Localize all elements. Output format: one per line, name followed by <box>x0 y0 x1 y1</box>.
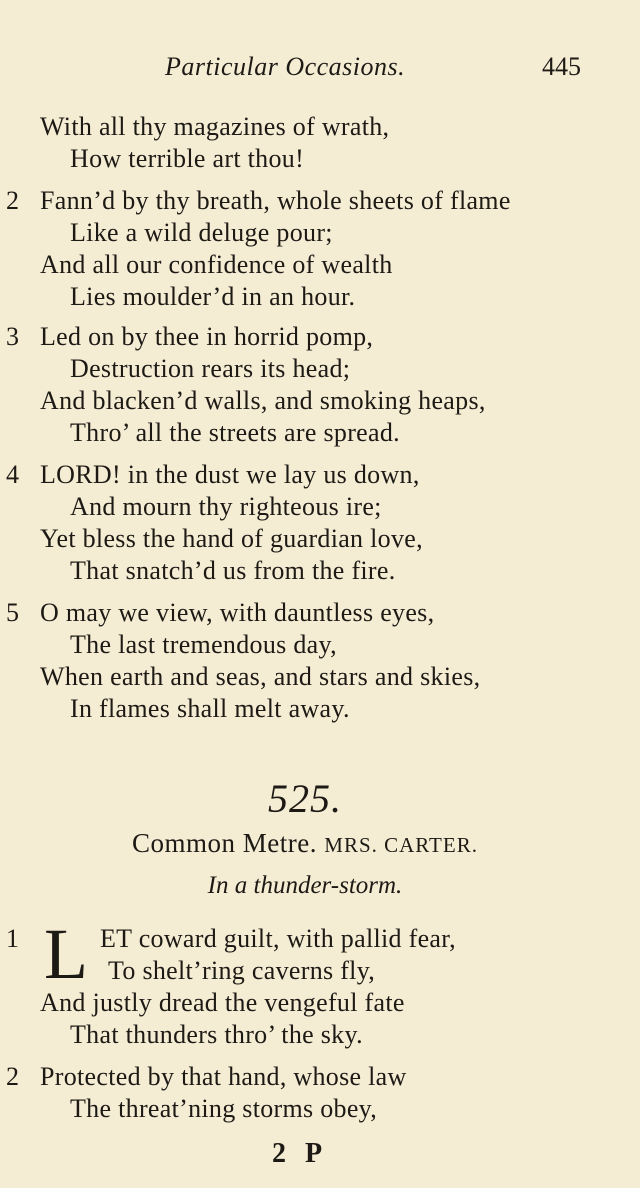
verse-line: Destruction rears its head; <box>70 354 351 383</box>
verse-line: O may we view, with dauntless eyes, <box>40 598 435 627</box>
running-head <box>0 52 640 92</box>
hymn-number: 525. <box>268 776 342 821</box>
drop-cap: L <box>44 914 88 994</box>
stanza-number: 1 <box>6 924 19 953</box>
verse-line: And justly dread the vengeful fate <box>40 988 405 1017</box>
stanza-number: 4 <box>6 460 19 489</box>
verse-line: When earth and seas, and stars and skies, <box>40 662 481 691</box>
stanza-number: 2 <box>6 186 19 215</box>
verse-line: Protected by that hand, whose law <box>40 1062 407 1091</box>
hymn-subtitle: In a thunder-storm. <box>207 872 403 899</box>
verse-line: Fann’d by thy breath, whole sheets of flame <box>40 186 511 215</box>
verse-line: With all thy magazines of wrath, <box>40 112 390 141</box>
verse-line: Led on by thee in horrid pomp, <box>40 322 374 351</box>
verse-line: And mourn thy righteous ire; <box>70 492 382 521</box>
page-number: 445 <box>542 52 581 81</box>
running-title: Particular Occasions. <box>165 52 406 81</box>
verse-line: And blacken’d walls, and smoking heaps, <box>40 386 486 415</box>
verse-line: Yet bless the hand of guardian love, <box>40 524 423 553</box>
verse-line: How terrible art thou! <box>70 144 305 173</box>
verse-line: Like a wild deluge pour; <box>70 218 333 247</box>
verse-line: Lies moulder’d in an hour. <box>70 282 356 311</box>
verse-line: The last tremendous day, <box>70 630 337 659</box>
verse-line: The threat’ning storms obey, <box>70 1094 378 1123</box>
verse-line: Thro’ all the streets are spread. <box>70 418 400 447</box>
stanza-number: 2 <box>6 1062 19 1091</box>
verse-line: LORD! in the dust we lay us down, <box>40 460 420 489</box>
hymn-metre-author <box>0 828 610 859</box>
hymn-author: MRS. CARTER. <box>324 833 478 857</box>
verse-line: In flames shall melt away. <box>70 694 350 723</box>
verse-line: That snatch’d us from the fire. <box>70 556 396 585</box>
stanza-number: 5 <box>6 598 19 627</box>
verse-line: To shelt’ring caverns fly, <box>108 956 376 985</box>
verse-line: That thunders thro’ the sky. <box>70 1020 363 1049</box>
verse-line: ET coward guilt, with pallid fear, <box>100 924 456 953</box>
hymn-metre: Common Metre. <box>132 828 318 858</box>
verse-line: And all our confidence of wealth <box>40 250 393 279</box>
signature-mark: 2 P <box>272 1138 329 1169</box>
stanza-number: 3 <box>6 322 19 351</box>
